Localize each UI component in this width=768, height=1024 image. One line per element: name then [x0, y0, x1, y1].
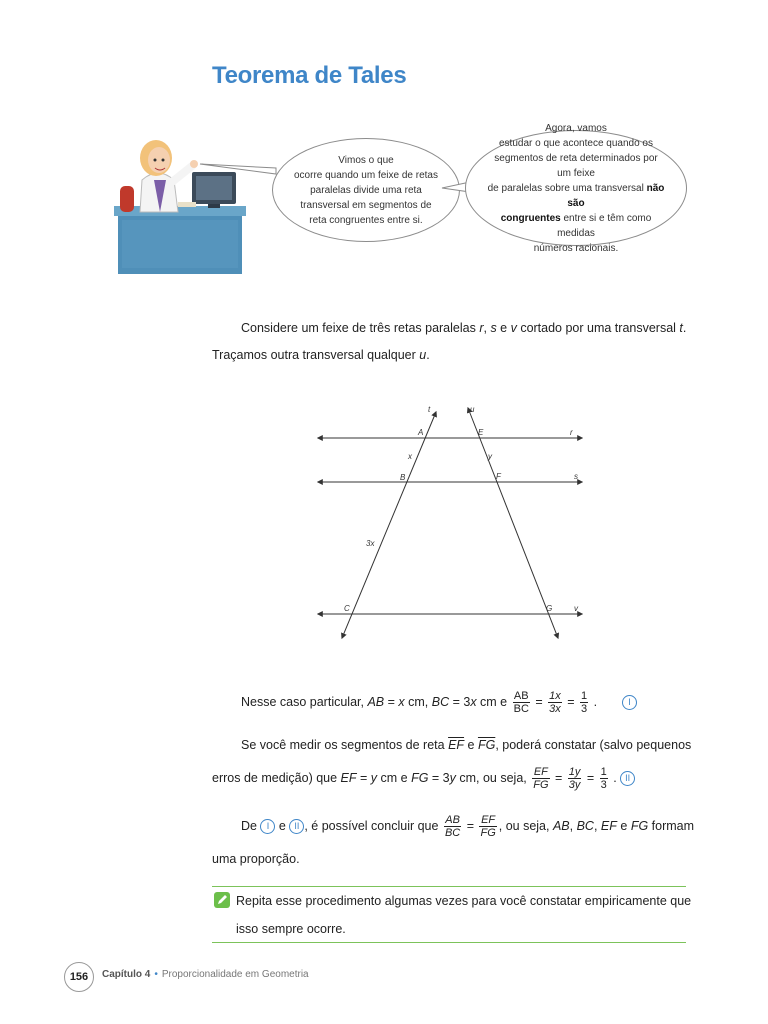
label-B: B	[400, 473, 406, 482]
paragraph-3-line-1: Se você medir os segmentos de reta $\overline{EF}$ e $\overline{FG}$, poderá constatar (salvo pequenos	[241, 738, 692, 752]
intro-line-2: Traçamos outra transversal qualquer u.	[212, 348, 430, 362]
bubble2-line: entre si e têm como medidas	[557, 212, 652, 239]
note-top-rule	[212, 886, 686, 887]
bubble1-line: paralelas divide uma reta	[310, 184, 422, 196]
label-G: G	[546, 604, 553, 613]
face	[148, 147, 170, 173]
label-x: x	[408, 452, 412, 461]
fraction: $\frac{EF}{FG}$	[480, 814, 496, 839]
equation-marker-2: II	[620, 771, 635, 786]
bubble2-emphasis: congruentes	[500, 212, 561, 224]
speech-bubble-1	[272, 138, 460, 242]
bubble1-line: transversal em segmentos de	[300, 199, 432, 211]
label-F: F	[496, 472, 501, 481]
page-title: Teorema de Tales	[212, 62, 407, 89]
page-number: 156	[64, 962, 94, 992]
paragraph-4-line-1: De I e II , é possível concluir que $\frac{AB}{BC}$ = $\frac{EF}{FG}$ , ou seja, AB, BC, EF e FG formam	[241, 814, 695, 839]
chapter-subtitle: Proporcionalidade em Geometria	[161, 969, 309, 980]
label-A: A	[418, 428, 424, 437]
label-u: u	[470, 405, 475, 414]
bubble2-line: números racionais.	[533, 242, 619, 254]
chapter-label: Capítulo 4	[102, 969, 151, 980]
fraction: $\frac{1y}{3y}$	[568, 766, 581, 791]
fraction: $\frac{1x}{3x}$	[549, 690, 561, 715]
bubble2-line: Agora, vamos	[545, 122, 607, 134]
fraction: $\frac{EF}{FG}$	[533, 766, 549, 791]
label-y: y	[488, 452, 492, 461]
bubble1-line: ocorre quando um feixe de retas	[294, 169, 438, 181]
label-s: s	[574, 472, 578, 481]
thales-diagram	[310, 400, 590, 650]
fraction: $\frac{1}{3}$	[581, 690, 588, 715]
fraction: $\frac{1}{3}$	[600, 766, 607, 791]
transversal-t	[342, 412, 436, 638]
label-r: r	[570, 428, 573, 437]
label-3x: 3x	[366, 539, 375, 548]
note-line-1: Repita esse procedimento algumas vezes para você constatar empiricamente que	[236, 894, 692, 908]
chair	[120, 186, 134, 212]
note-line-2: isso sempre ocorre.	[236, 922, 346, 936]
speech-bubble-2	[465, 122, 687, 254]
label-v: v	[574, 604, 578, 613]
bubble1-line: reta congruentes entre si.	[309, 214, 423, 226]
bubble2-emphasis: não são	[567, 182, 665, 209]
bubble2-line: segmentos de reta determinados por um feixe	[494, 152, 658, 179]
transversal-u	[468, 408, 558, 638]
intro-line-1: Considere um feixe de três retas paralelas r, s e v cortado por uma transversal t.	[241, 321, 687, 335]
teacher-illustration	[100, 120, 280, 280]
bubble1-line: Vimos o que	[338, 154, 394, 166]
bubble2-line: estudar o que acontece quando os	[498, 137, 653, 149]
pencil-icon	[214, 892, 230, 908]
paragraph-3-line-2: erros de medição) que EF = y cm e FG = 3y cm, ou seja, $\frac{EF}{FG}$ = $\frac{1y}{3y}$ = $\frac{1}{3}$ . II	[212, 766, 635, 791]
label-E: E	[478, 428, 484, 437]
fraction: $\frac{AB}{BC}$	[444, 814, 461, 839]
equation-1: Nesse caso particular, AB = x cm, BC = 3x cm e $\frac{AB}{BC}$ = $\frac{1x}{3x}$ = $\frac{1}{3}$ . I	[241, 690, 637, 715]
equation-marker-1: I	[622, 695, 637, 710]
label-t: t	[428, 405, 431, 414]
equation-ref-1: I	[260, 819, 275, 834]
fraction: $\frac{AB}{BC}$	[513, 690, 529, 715]
bubble2-line: de paralelas sobre uma transversal	[487, 182, 647, 194]
footer-chapter: Capítulo 4 • Proporcionalidade em Geometria	[102, 969, 309, 980]
label-C: C	[344, 604, 350, 613]
equation-ref-2: II	[289, 819, 304, 834]
paragraph-4-line-2: uma proporção.	[212, 852, 300, 866]
note-bottom-rule	[212, 942, 686, 943]
